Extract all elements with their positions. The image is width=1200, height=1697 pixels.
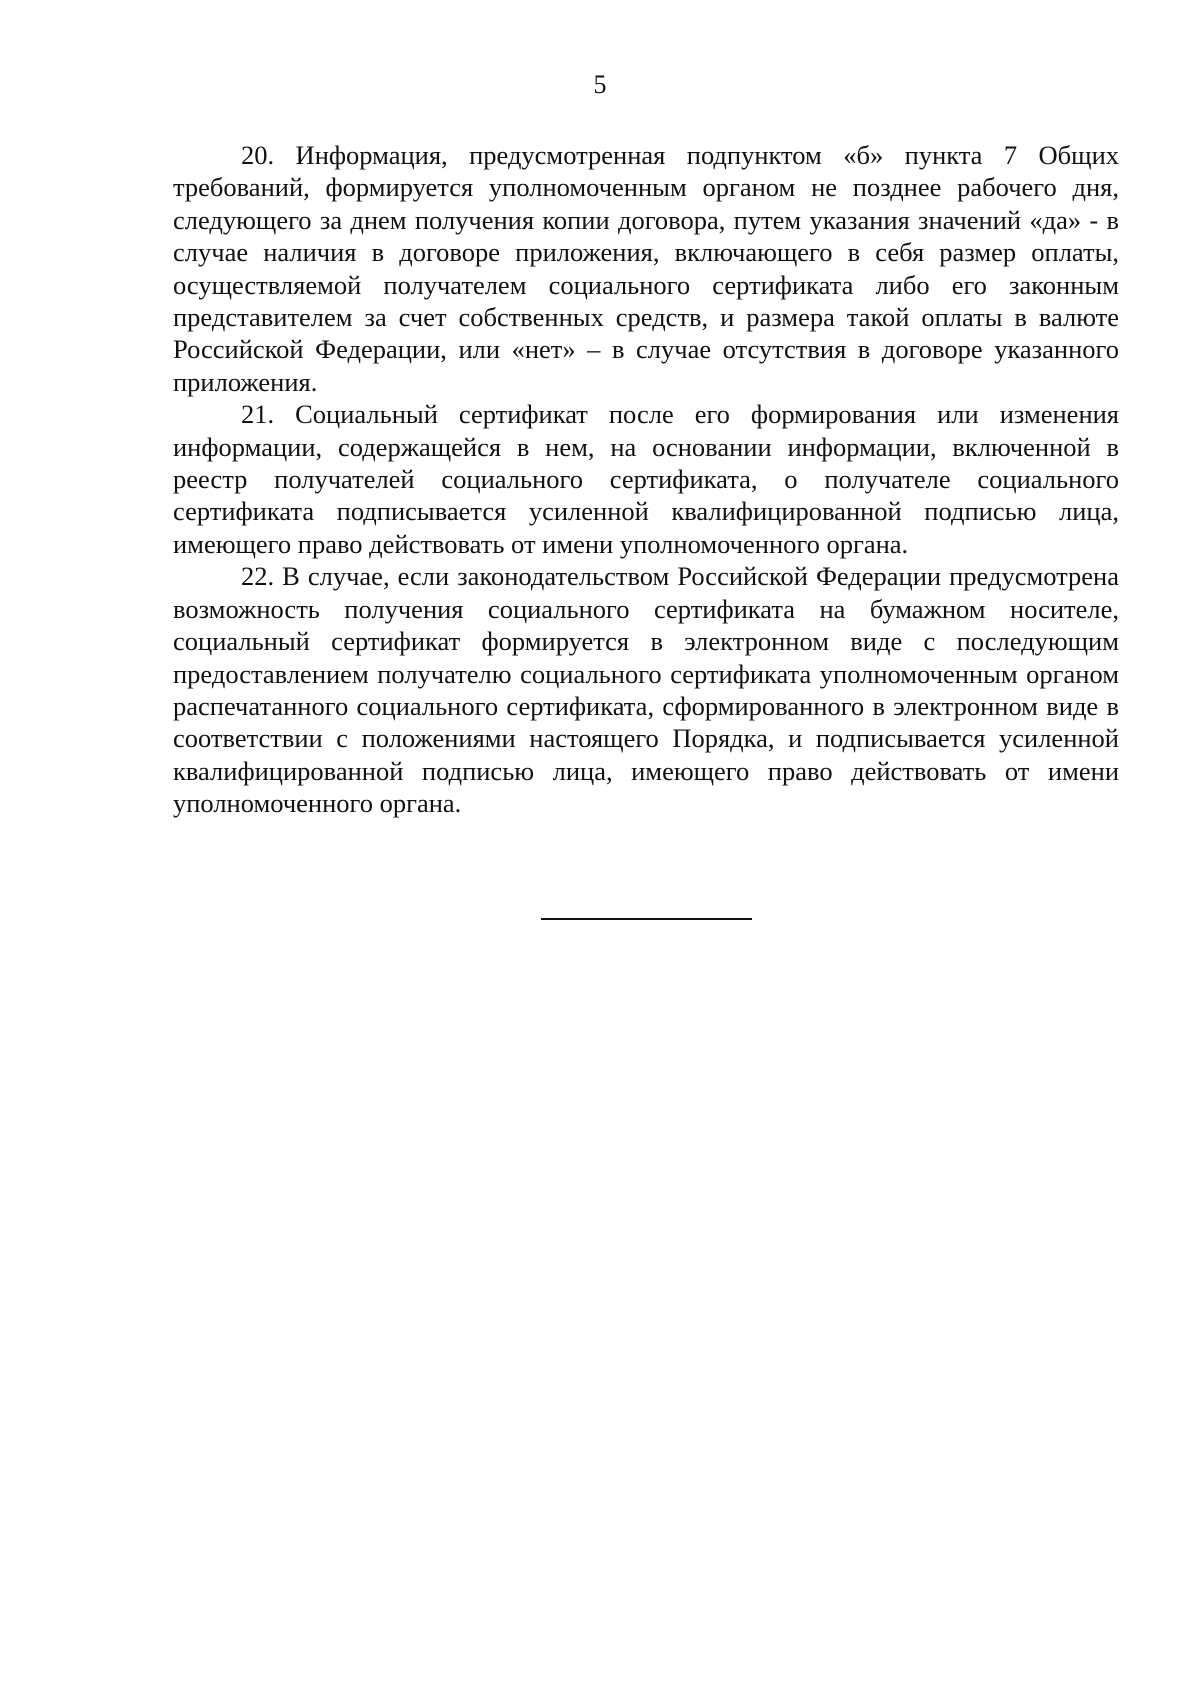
paragraph-21: 21. Социальный сертификат после его формирования или изменения информации, содержащейся в нем, на основании информации, включенной в реестр получателей социального сертификата, о получателе социального сертификата подписывается усиленной квалифицированной подписью лица, имеющего право действовать от имени уполномоченного органа. <box>173 399 1119 559</box>
paragraph-20: 20. Информация, предусмотренная подпунктом «б» пункта 7 Общих требований, формируется уполномоченным органом не позднее рабочего дня, следующего за днем получения копии договора, путем указания значений «да» - в случае наличия в договоре приложения, включающего в себя размер оплаты, осуществляемой получателем социального сертификата либо его законным представителем за счет собственных средств, и размера такой оплаты в валюте Российской Федерации, или «нет» – в случае отсутствия в договоре указанного приложения. <box>173 140 1119 397</box>
end-divider-line <box>541 918 752 920</box>
paragraph-22: 22. В случае, если законодательством Российской Федерации предусмотрена возможность получения социального сертификата на бумажном носителе, социальный сертификат формируется в электронном виде с последующим предоставлением получателю социального сертификата уполномоченным органом распечатанного социального сертификата, сформированного в электронном виде в соответствии с положениями настоящего Порядка, и подписывается усиленной квалифицированной подписью лица, имеющего право действовать от имени уполномоченного органа. <box>173 561 1119 819</box>
document-body <box>173 139 1119 820</box>
page-number: 5 <box>593 70 607 99</box>
